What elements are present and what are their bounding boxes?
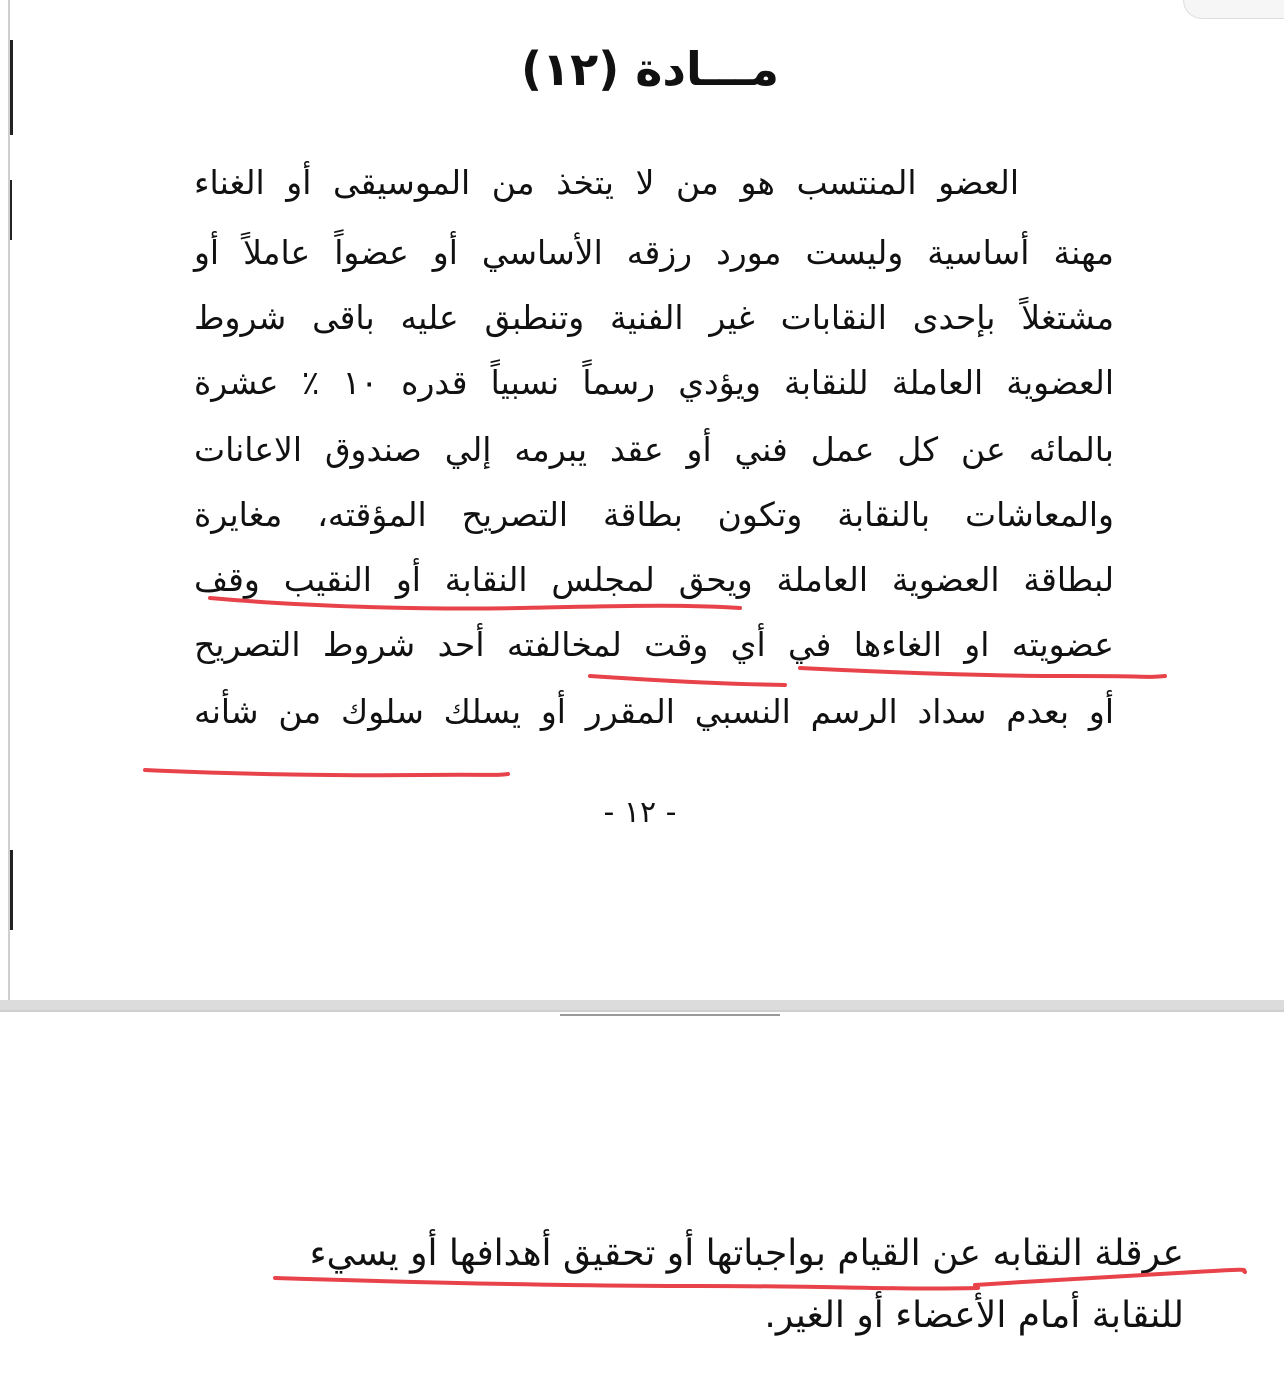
- page-separator: [0, 1000, 1284, 1010]
- document-page-bottom: [0, 1010, 1284, 1380]
- paragraph-line: بالمائه عن كل عمل فني أو عقد يبرمه إلي صندوق الاعانات: [194, 430, 1114, 469]
- paragraph-line: العضوية العاملة للنقابة ويؤدي رسماً نسبياً قدره ١٠ ٪ عشرة: [194, 363, 1114, 402]
- paragraph-line: والمعاشات بالنقابة وتكون بطاقة التصريح المؤقته، مغايرة: [194, 495, 1114, 534]
- red-underline: [590, 676, 785, 685]
- page-number: - ١٢ -: [603, 795, 677, 830]
- red-underline: [800, 668, 1165, 677]
- paragraph-line: لبطاقة العضوية العاملة ويحق لمجلس النقابة أو النقيب وقف: [194, 560, 1114, 599]
- paragraph-line: مشتغلاً بإحدى النقابات غير الفنية وتنطبق عليه باقى شروط: [194, 298, 1114, 337]
- paragraph-line: عضويته او الغاءها في أي وقت لمخالفته أحد شروط التصريح: [194, 625, 1114, 664]
- red-underline: [145, 770, 508, 775]
- paragraph-line: مهنة أساسية وليست مورد رزقه الأساسي أو عضواً عاملاً أو: [194, 233, 1114, 272]
- paragraph-line: للنقابة أمام الأعضاء أو الغير.: [764, 1295, 1184, 1336]
- scan-border-mark: [10, 180, 12, 240]
- page-fold-corner: [1183, 0, 1284, 19]
- article-title: مـــادة (١٢): [521, 42, 779, 96]
- scan-border-mark: [10, 40, 13, 135]
- paragraph-line: العضو المنتسب هو من لا يتخذ من الموسيقى أو الغناء: [194, 163, 1019, 202]
- scan-border-mark: [10, 850, 13, 930]
- red-underline: [275, 1278, 978, 1289]
- paragraph-line: عرقلة النقابه عن القيام بواجباتها أو تحقيق أهدافها أو يسيء: [309, 1233, 1184, 1274]
- scan-border-line: [0, 1010, 1284, 1012]
- paragraph-line: أو بعدم سداد الرسم النسبي المقرر أو يسلك سلوك من شأنه: [194, 692, 1114, 731]
- scan-border-mark: [560, 1014, 780, 1016]
